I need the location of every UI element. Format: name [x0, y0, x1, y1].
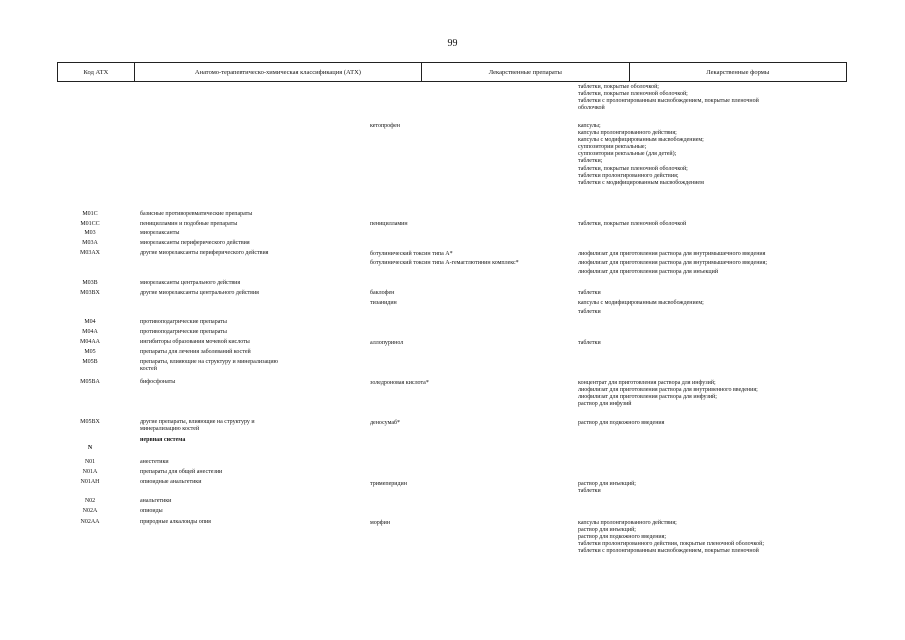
row-drug: морфин [370, 520, 391, 526]
row-code: N02 [84, 498, 96, 504]
row-code: N [87, 445, 93, 451]
row-classification: ингибиторы образования мочевой кислоты [140, 339, 250, 345]
header-classification: Анатомо-терапевтическо-химическая классификация (АТХ) [135, 63, 422, 81]
classification-line: другие препараты, влияющие на структуру и [140, 419, 255, 425]
row-code: M04A [82, 329, 98, 335]
form-line: таблетки, покрытые оболочкой; [578, 84, 659, 90]
row-code: M03BX [80, 290, 100, 296]
row-drug: тизанидин [370, 300, 397, 306]
row-classification: противоподагрические препараты [140, 319, 227, 325]
form-line: таблетки с модифицированным высвобождением [578, 179, 704, 186]
row-drug: золедроновая кислота* [370, 380, 429, 386]
row-forms [578, 520, 848, 555]
form-line: концентрат для приготовления раствора для инфузий; [578, 380, 716, 386]
header-forms: Лекарственные формы [706, 68, 770, 76]
form-line: таблетки, покрытые пленочной оболочкой; [578, 91, 688, 98]
row-classification: другие миорелаксанты центрального действия [140, 290, 259, 296]
form-line: таблетки; [578, 158, 603, 165]
row-code: M05BX [80, 419, 100, 425]
form-line: таблетки [578, 488, 601, 495]
row-forms [578, 481, 848, 495]
row-code: M01C [82, 211, 98, 217]
row-code: M05BA [80, 379, 100, 385]
row-forms [578, 380, 848, 408]
row-form: лиофилизат для приготовления раствора для инъекций [578, 269, 719, 275]
header-code: Код АТХ [58, 63, 135, 81]
row-classification: опиоиды [140, 508, 163, 514]
form-line: капсулы пролонгированного действия; [578, 520, 677, 526]
row-classification: анальгетики [140, 498, 172, 504]
row-classification: другие миорелаксанты периферического действия [140, 250, 269, 256]
form-line: капсулы пролонгированного действия; [578, 130, 677, 137]
row-classification: бифосфонаты [140, 379, 176, 385]
forms-continuation [578, 84, 848, 112]
row-code: M05 [84, 349, 96, 355]
form-line: лиофилизат для приготовления раствора для внутривенного введения; [578, 387, 758, 394]
form-line: раствор для инфузий [578, 401, 632, 408]
row-drug: баклофен [370, 290, 395, 296]
row-classification: базисные противоревматические препараты [140, 211, 253, 217]
forms-ketoprofen [578, 123, 848, 187]
form-line: лиофилизат для приготовления раствора для инфузий; [578, 394, 717, 401]
form-line: оболочкой [578, 105, 605, 112]
form-line: таблетки с пролонгированным высвобождением, покрытые пленочной [578, 548, 759, 555]
row-drug: ботулинический токсин типа А-гемагглютинин комплекс* [370, 260, 519, 266]
row-classification: препараты для лечения заболеваний костей [140, 349, 251, 355]
row-code: N01 [84, 459, 96, 465]
form-line: таблетки пролонгированного действия; [578, 172, 679, 179]
row-drug: ботулинический токсин типа А* [370, 251, 453, 257]
form-line: раствор для инъекций; [578, 481, 636, 487]
row-classification: анестетики [140, 459, 169, 465]
row-code: M03AX [79, 250, 100, 256]
row-code: N02AA [80, 519, 100, 525]
row-classification: миорелаксанты [140, 230, 180, 236]
row-code: M04 [84, 319, 96, 325]
form-line: суппозитории ректальные; [578, 144, 647, 151]
form-line: капсулы с модифицированным высвобождением; [578, 137, 704, 144]
form-line: капсулы; [578, 123, 601, 129]
row-form: таблетки [578, 309, 601, 315]
page-number: 99 [447, 38, 458, 49]
classification-line: препараты, влияющие на структуру и минерализацию [140, 359, 279, 365]
row-classification [140, 359, 370, 373]
header-drugs: Лекарственные препараты [422, 63, 629, 81]
row-classification: опиоидные анальгетики [140, 479, 202, 485]
form-line: таблетки с пролонгированным высвобождением, покрытые пленочной [578, 98, 759, 105]
row-code: M03 [84, 230, 96, 236]
row-code: N02A [82, 508, 98, 514]
row-form: лиофилизат для приготовления раствора для внутримышечного введения [578, 251, 766, 257]
row-code: M05B [82, 359, 98, 365]
row-drug: аллопуринол [370, 340, 404, 346]
classification-line: минерализацию костей [140, 426, 200, 433]
row-code: M03A [82, 240, 98, 246]
form-line: раствор для подкожного введения; [578, 534, 667, 541]
row-classification: противоподагрические препараты [140, 329, 227, 335]
row-code: N01AH [80, 479, 100, 485]
row-code: M04AA [79, 339, 100, 345]
row-code: N01A [82, 469, 98, 475]
row-form: лиофилизат для приготовления раствора для внутримышечного введения; [578, 260, 768, 266]
row-classification: миорелаксанты периферического действия [140, 240, 250, 246]
form-line: таблетки пролонгированного действия, покрытые пленочной оболочкой; [578, 541, 764, 548]
drug-ketoprofen: кетопрофен [370, 123, 400, 129]
row-classification: препараты для общей анестезии [140, 469, 223, 475]
row-form: капсулы с модифицированным высвобождением; [578, 300, 704, 306]
row-form: таблетки [578, 340, 601, 346]
row-classification: миорелаксанты центрального действия [140, 280, 241, 286]
row-drug: пеницилламин [370, 221, 408, 227]
form-line: суппозитории ректальные (для детей); [578, 151, 677, 158]
row-form: таблетки, покрытые пленочной оболочкой [578, 221, 687, 227]
row-classification: природные алкалоиды опия [140, 519, 211, 525]
row-form: раствор для подкожного введения [578, 420, 665, 426]
row-drug: тримеперидин [370, 481, 407, 487]
form-line: таблетки, покрытые пленочной оболочкой; [578, 165, 688, 172]
row-classification: пеницилламин и подобные препараты [140, 221, 238, 227]
classification-line: костей [140, 366, 157, 373]
form-line: раствор для инъекций; [578, 527, 636, 534]
row-classification [140, 419, 370, 433]
row-form: таблетки [578, 290, 601, 296]
row-code: M03B [82, 280, 98, 286]
row-classification: нервная система [140, 437, 186, 443]
row-drug: деносумаб* [370, 420, 401, 426]
row-code: M01CC [80, 221, 100, 227]
